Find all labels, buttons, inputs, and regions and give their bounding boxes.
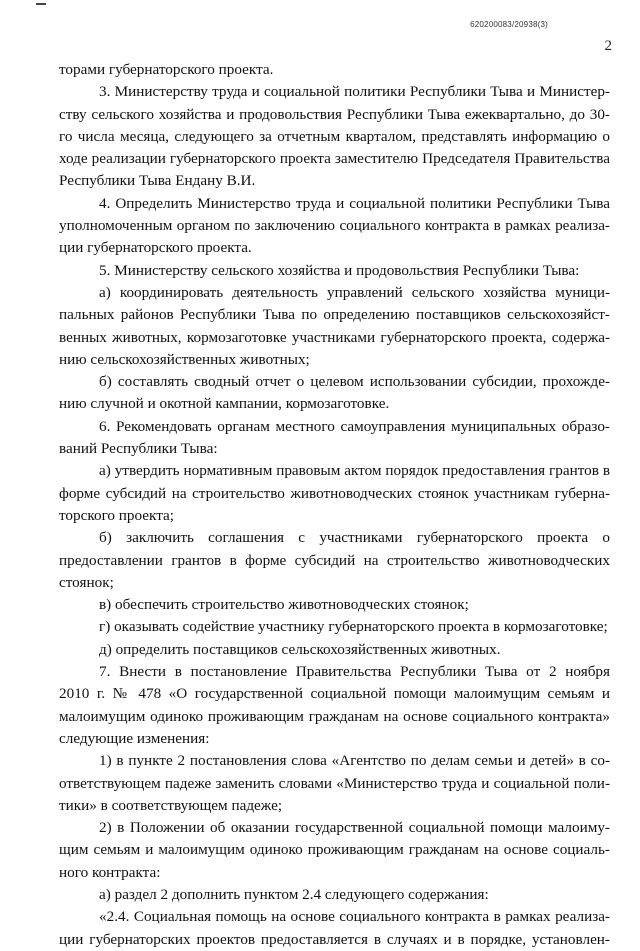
text-line: щим семьям и малоимущим одиноко проживающим гражданам на основе социаль- [59,841,610,859]
text-line: малоимущим одиноко проживающим гражданам на основе социального контракта» [59,707,610,725]
text-line: д) определить поставщиков сельскохозяйственных животных. [99,640,501,658]
text-line: тики» в соответствующем падеже; [59,796,283,814]
text-line: ции губернаторского проекта. [59,239,252,257]
text-line: ного контракта: [59,863,161,881]
text-line: 2) в Положении об оказании государственной социальной помощи малоиму- [99,819,610,837]
text-line: торского проекта; [59,506,175,524]
text-line: а) раздел 2 дополнить пунктом 2.4 следующего содержания: [99,885,489,903]
text-line: нию сельскохозяйственных животных; [59,350,310,368]
text-line: следующие изменения: [59,729,210,747]
text-line: «2.4. Социальная помощь на основе социального контракта в рамках реализа- [99,908,610,926]
text-line: венных животных, кормозаготовке участниками губернаторского проекта, содержа- [59,328,610,346]
text-line: ству сельского хозяйства и продовольствия Республики Тыва ежеквартально, до 30- [59,105,610,123]
text-line: б) заключить соглашения с участниками губернаторского проекта о [99,529,610,547]
text-line: г) оказывать содействие участнику губернаторского проекта в кормозаготовке; [99,618,608,636]
text-line: предоставлении грантов в форме субсидий на строительство животноводческих [59,551,610,569]
document-code: 620200083/20938(3) [470,20,548,29]
text-line: го числа месяца, следующего за отчетным кварталом, представлять информацию о [59,127,610,145]
text-line: 1) в пункте 2 постановления слова «Агентство по делам семьи и детей» в со- [99,752,610,770]
text-line: 4. Определить Министерство труда и социальной политики Республики Тыва [99,194,610,212]
text-line: Республики Тыва Ендану В.И. [59,172,256,190]
text-line: форме субсидий на строительство животноводческих стоянок участникам губерна- [59,484,610,502]
text-line: ходе реализации губернаторского проекта заместителю Председателя Правительства [59,150,610,168]
text-line: 5. Министерству сельского хозяйства и продовольствия Республики Тыва: [99,261,580,279]
text-line: торами губернаторского проекта. [59,61,274,78]
text-line: 6. Рекомендовать органам местного самоуправления муниципальных образо- [99,417,610,435]
text-line: пальных районов Республики Тыва по определению поставщиков сельскохозяйст- [59,306,610,324]
text-line: 3. Министерству труда и социальной политики Республики Тыва и Министер- [99,83,610,101]
text-line: в) обеспечить строительство животноводческих стоянок; [99,596,469,614]
text-line: а) утвердить нормативным правовым актом порядок предоставления грантов в [99,462,610,480]
page-number: 2 [604,38,612,54]
text-line: а) координировать деятельность управлений сельского хозяйства муници- [99,283,610,301]
text-line: нию случной и окотной кампании, кормозаготовке. [59,395,390,413]
text-line: ваний Республики Тыва: [59,440,218,458]
document-body [59,59,610,951]
text-line: уполномоченным органом по заключению социального контракта в рамках реализа- [59,217,610,235]
scan-mark [36,3,46,5]
text-line: б) составлять сводный отчет о целевом использовании субсидии, прохожде- [99,373,610,391]
text-line: 2010 г. № 478 «О государственной социальной помощи малоимущим семьям и [59,685,610,703]
text-line: 7. Внести в постановление Правительства Республики Тыва от 2 ноября [99,663,610,681]
text-line: ции губернаторских проектов предоставляется в случаях и в порядке, установлен- [59,930,610,948]
text-line: ответствующем падеже заменить словами «Министерство труда и социальной поли- [59,774,610,792]
text-line: стоянок; [59,573,114,591]
